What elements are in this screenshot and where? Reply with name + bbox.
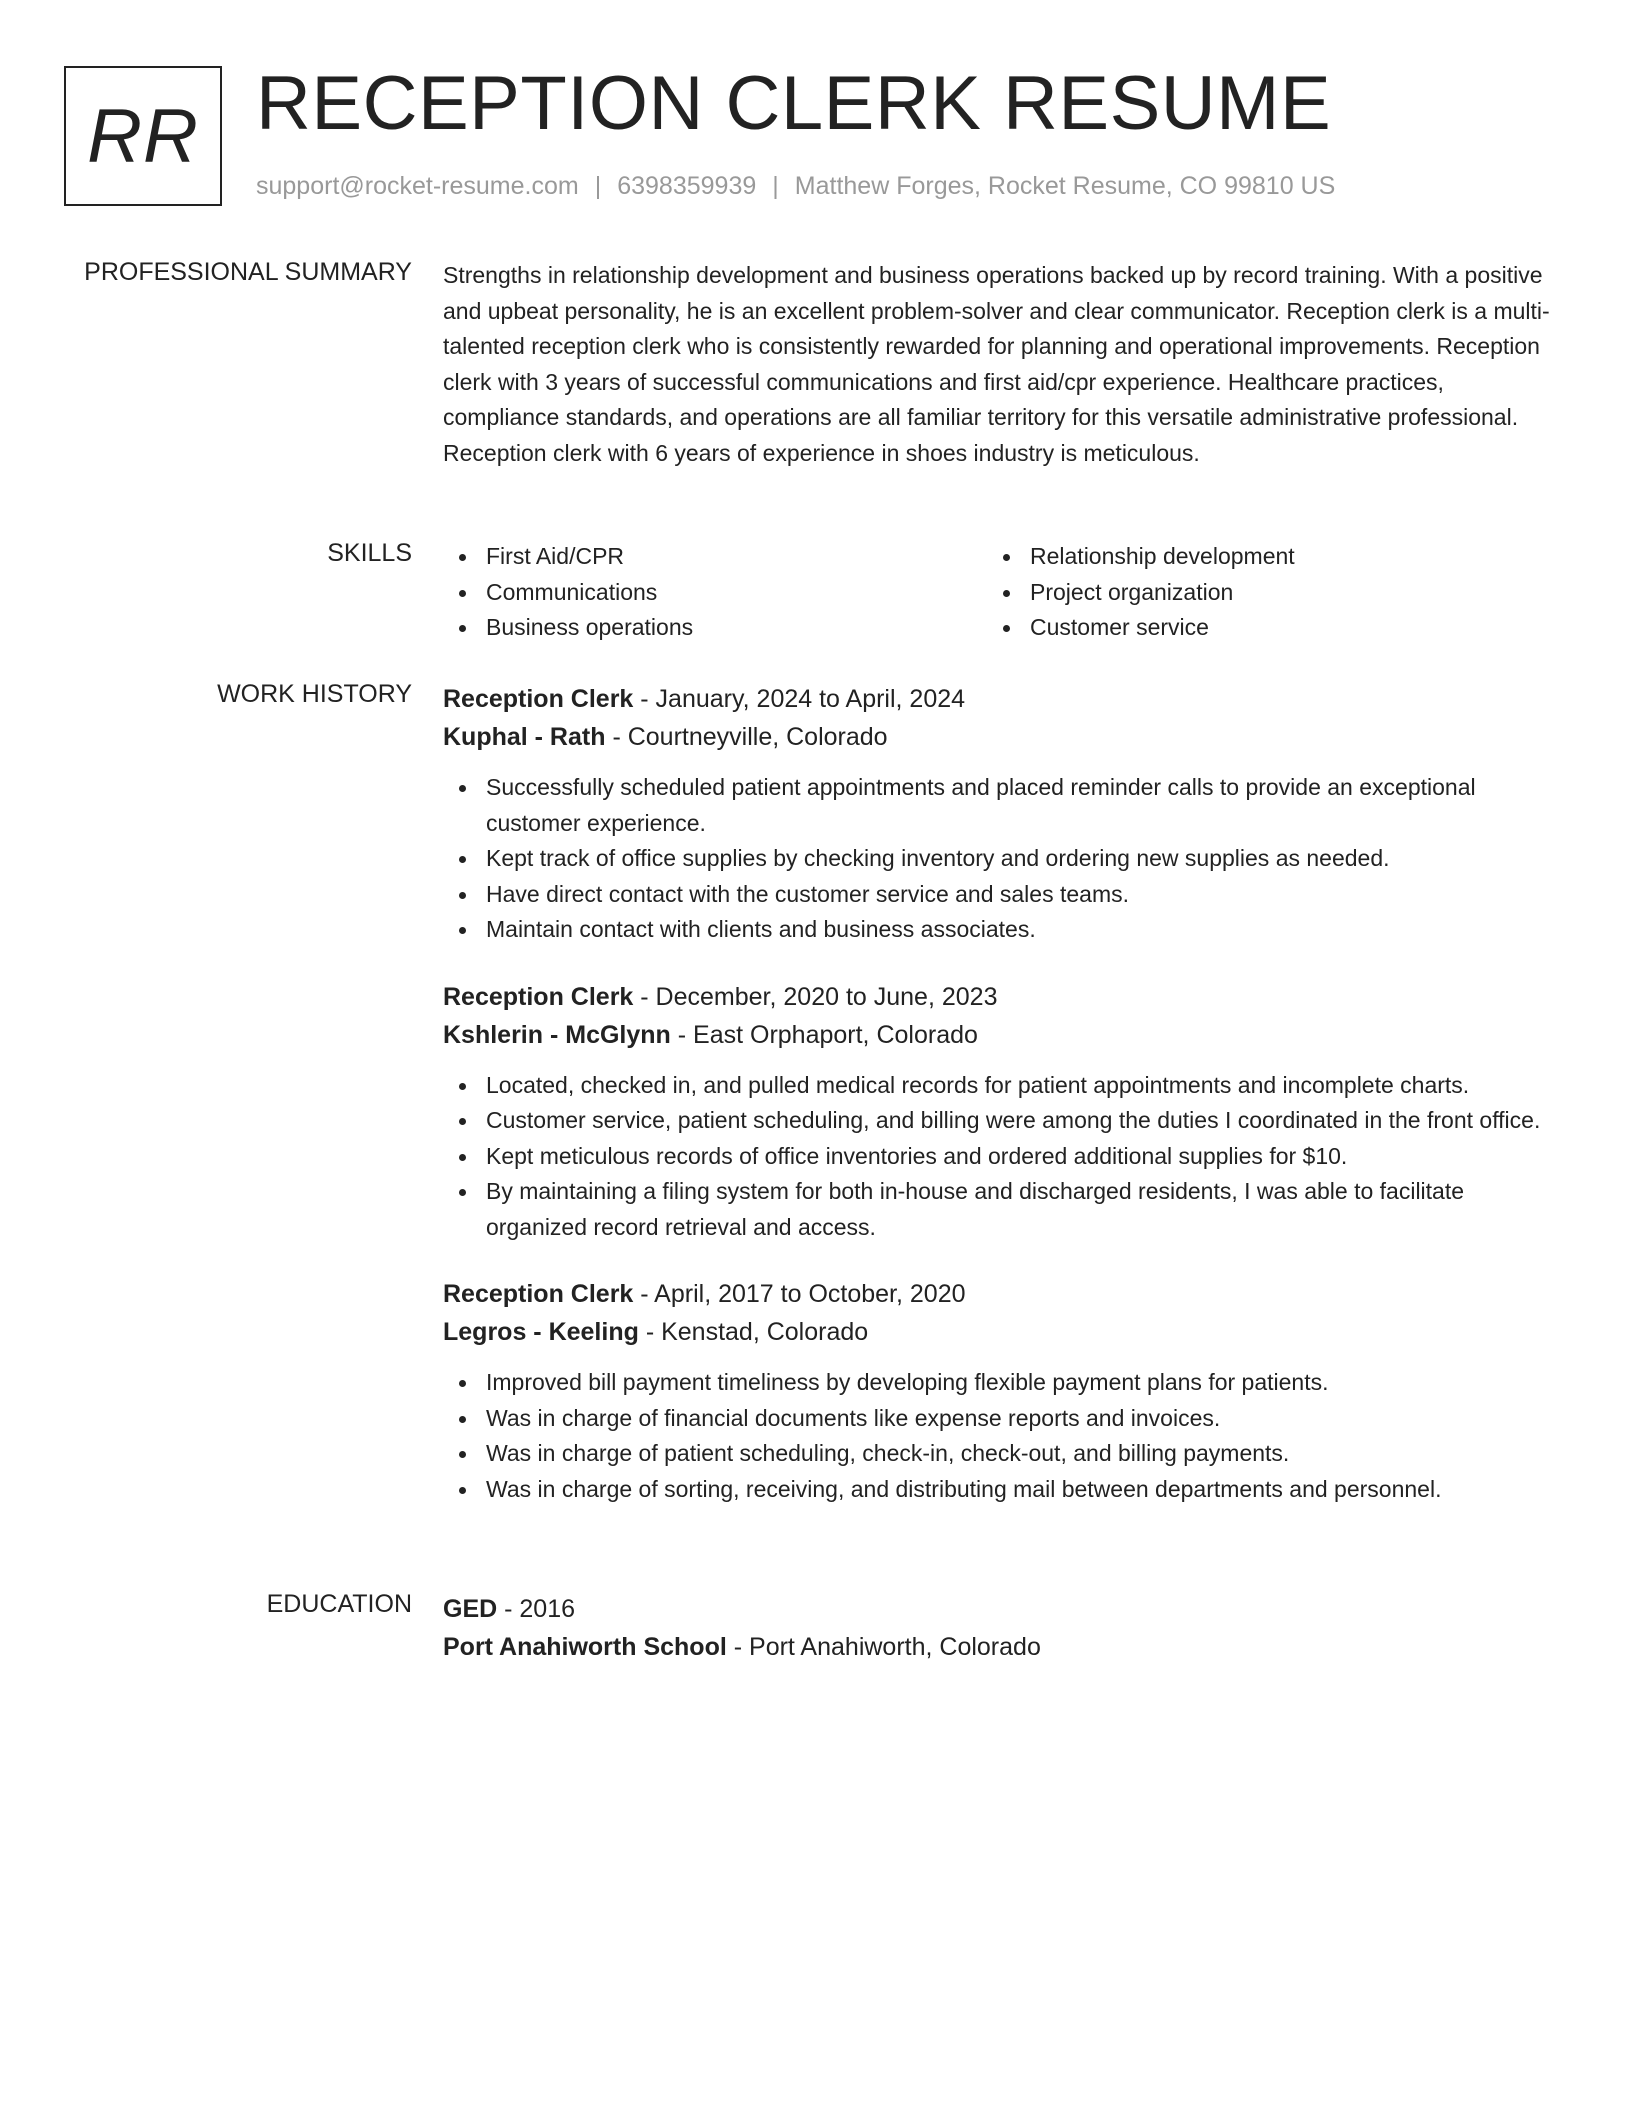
job-entry — [443, 978, 1553, 1246]
section-label-skills: SKILLS — [327, 539, 412, 567]
resume-header — [64, 61, 1564, 216]
skill-item: Customer service — [987, 610, 1531, 646]
job-bullet: Located, checked in, and pulled medical records for patient appointments and incomplete charts. — [443, 1068, 1553, 1104]
contact-email[interactable]: support@rocket-resume.com — [256, 172, 579, 200]
job-bullet: Successfully scheduled patient appointments and placed reminder calls to provide an exceptional customer experience. — [443, 770, 1553, 841]
page-title: RECEPTION CLERK RESUME — [256, 61, 1332, 146]
section-label-education: EDUCATION — [266, 1590, 412, 1618]
job-bullet: By maintaining a filing system for both in-house and discharged residents, I was able to facilitate organized record retrieval and access. — [443, 1174, 1553, 1245]
summary-body — [443, 258, 1553, 471]
skill-item: Communications — [443, 575, 987, 611]
job-entry — [443, 1275, 1553, 1507]
job-title-line — [443, 1275, 1553, 1313]
job-location: - Kenstad, Colorado — [638, 1318, 869, 1346]
skills-column-left — [443, 539, 987, 646]
section-label-summary: PROFESSIONAL SUMMARY — [84, 258, 412, 286]
education-school: Port Anahiworth School — [443, 1633, 727, 1661]
job-dates: - April, 2017 to October, 2020 — [633, 1280, 966, 1308]
job-bullet-list — [443, 1365, 1553, 1507]
job-title: Reception Clerk — [443, 982, 634, 1011]
skills-grid — [443, 539, 1553, 646]
job-dates: - January, 2024 to April, 2024 — [633, 685, 966, 713]
job-bullet: Was in charge of financial documents like expense reports and invoices. — [443, 1401, 1553, 1437]
contact-address: Matthew Forges, Rocket Resume, CO 99810 US — [794, 172, 1336, 200]
job-company-line — [443, 718, 1553, 756]
job-bullet: Maintain contact with clients and business associates. — [443, 912, 1553, 948]
summary-text: Strengths in relationship development and business operations backed up by record training. With a positive and upbeat personality, he is an excellent problem-solver and clear communicator. Reception clerk is a multi-talented reception clerk who is consistently rewarded for planning and operational improvements. Reception clerk with 3 years of successful communications and first aid/cpr experience. Healthcare practices, compliance standards, and operations are all familiar territory for this versatile administrative professional. Reception clerk with 6 years of experience in shoes industry is meticulous. — [443, 262, 1550, 466]
monogram-logo: RR — [64, 66, 222, 206]
job-title: Reception Clerk — [443, 685, 634, 713]
job-company: Legros - Keeling — [443, 1318, 639, 1346]
skill-item: Relationship development — [987, 539, 1531, 575]
job-company-line — [443, 1313, 1553, 1351]
job-bullet: Was in charge of patient scheduling, check-in, check-out, and billing payments. — [443, 1436, 1553, 1472]
education-location: - Port Anahiworth, Colorado — [726, 1633, 1041, 1661]
job-bullet-list — [443, 1068, 1553, 1246]
skill-item: Business operations — [443, 610, 987, 646]
job-bullet: Have direct contact with the customer service and sales teams. — [443, 877, 1553, 913]
skill-item: First Aid/CPR — [443, 539, 987, 575]
job-company: Kuphal - Rath — [443, 723, 606, 751]
contact-phone[interactable]: 6398359939 — [617, 172, 757, 200]
job-bullet: Kept track of office supplies by checking inventory and ordering new supplies as needed. — [443, 841, 1553, 877]
job-bullet: Improved bill payment timeliness by developing flexible payment plans for patients. — [443, 1365, 1553, 1401]
job-title: Reception Clerk — [443, 1280, 634, 1308]
skills-body — [443, 539, 1553, 646]
job-bullet: Was in charge of sorting, receiving, and distributing mail between departments and personnel. — [443, 1472, 1553, 1508]
job-title-line — [443, 978, 1553, 1016]
skills-column-right — [987, 539, 1531, 646]
skill-item: Project organization — [987, 575, 1531, 611]
job-bullet: Customer service, patient scheduling, and billing were among the duties I coordinated in the front office. — [443, 1103, 1553, 1139]
education-school-line — [443, 1628, 1553, 1666]
work-history-body — [443, 680, 1553, 1537]
job-bullet: Kept meticulous records of office inventories and ordered additional supplies for $10. — [443, 1139, 1553, 1175]
job-company-line — [443, 1016, 1553, 1054]
education-degree-line — [443, 1590, 1553, 1628]
contact-info — [256, 172, 1335, 201]
job-location: - Courtneyville, Colorado — [605, 723, 888, 751]
education-year: - 2016 — [497, 1595, 576, 1623]
job-title-line — [443, 680, 1553, 718]
job-company: Kshlerin - McGlynn — [443, 1020, 671, 1049]
education-body — [443, 1590, 1553, 1666]
job-entry — [443, 680, 1553, 948]
job-bullet-list — [443, 770, 1553, 948]
contact-separator: | — [594, 172, 602, 200]
job-dates: - December, 2020 to June, 2023 — [633, 982, 998, 1011]
section-label-work-history: WORK HISTORY — [217, 680, 412, 708]
education-degree: GED — [443, 1595, 498, 1623]
job-location: - East Orphaport, Colorado — [670, 1020, 978, 1049]
contact-separator: | — [772, 172, 779, 200]
